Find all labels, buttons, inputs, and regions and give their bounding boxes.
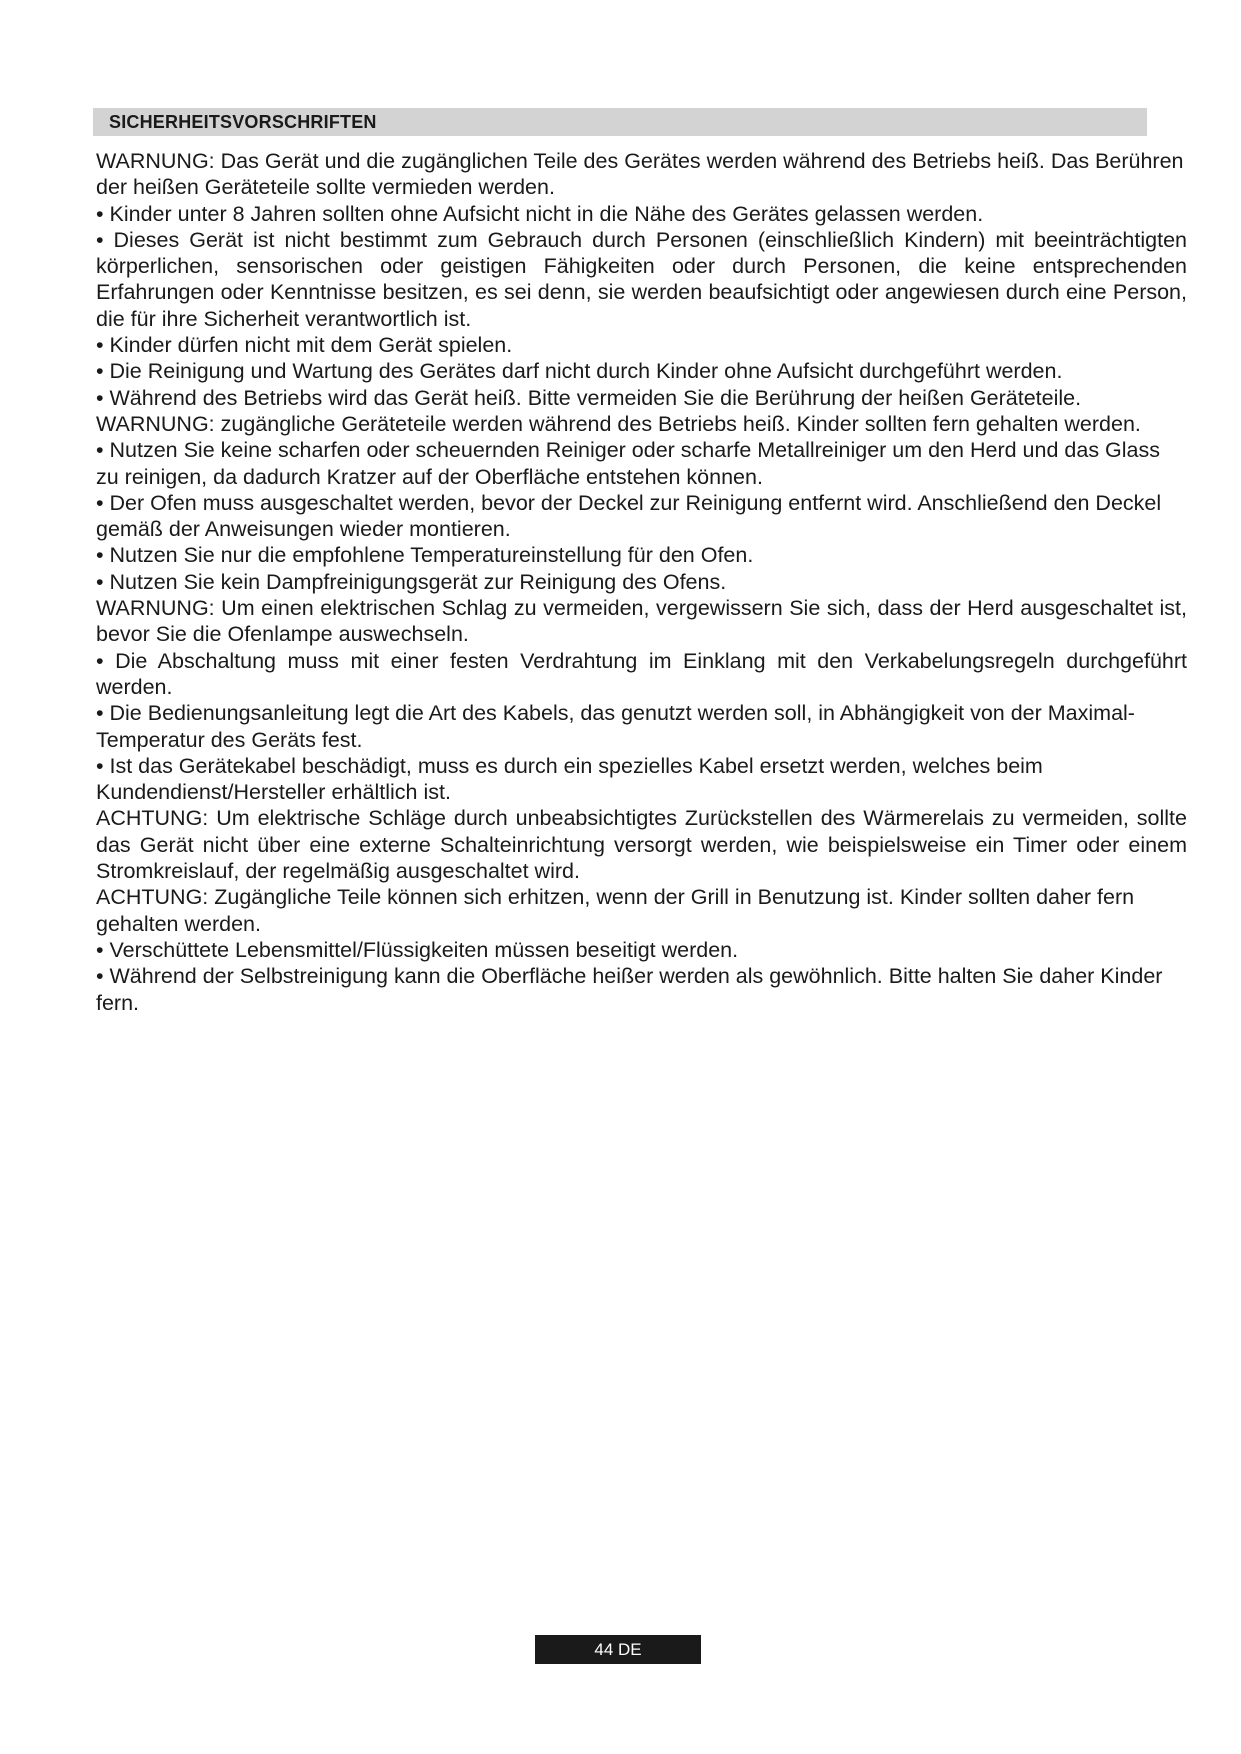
section-title: SICHERHEITSVORSCHRIFTEN <box>93 108 1147 136</box>
instruction-no-steam-cleaner: • Nutzen Sie kein Dampfreinigungsgerät zur Reinigung des Ofens. <box>96 569 727 594</box>
instruction-cable-type: • Die Bedienungsanleitung legt die Art des Kabels, das genutzt werden soll, in Abhängigkeit von der Maximal-Temperatur des Geräts fest. <box>96 701 1135 752</box>
instruction-switch-off-lid: • Der Ofen muss ausgeschaltet werden, bevor der Deckel zur Reinigung entfernt wird. Anschließend den Deckel gemäß der Anweisungen wieder montieren. <box>96 490 1162 542</box>
page-number: 44 DE <box>535 1635 701 1664</box>
instruction-remove-spills: • Verschüttete Lebensmittel/Flüssigkeiten müssen beseitigt werden. <box>96 937 739 962</box>
warning-electric-shock-lamp: WARNUNG: Um einen elektrischen Schlag zu vermeiden, vergewissern Sie sich, dass der Herd ausgeschaltet ist, bevor Sie die Ofenlampe auswechseln. <box>96 596 1187 647</box>
instruction-children-under-8: • Kinder unter 8 Jahren sollten ohne Aufsicht nicht in die Nähe des Gerätes gelassen werden. <box>96 201 984 226</box>
instruction-damaged-cable: • Ist das Gerätekabel beschädigt, muss es durch ein spezielles Kabel ersetzt werden, welches beim Kundendienst/Hersteller erhältlich ist. <box>96 753 1043 805</box>
caution-grill-hot: ACHTUNG: Zugängliche Teile können sich erhitzen, wenn der Grill in Benutzung ist. Kinder sollten daher fern gehalten werden. <box>96 885 1135 936</box>
instruction-no-play: • Kinder dürfen nicht mit dem Gerät spielen. <box>96 333 513 358</box>
instruction-self-cleaning: • Während der Selbstreinigung kann die Oberfläche heißer werden als gewöhnlich. Bitte halten Sie daher Kinder fern. <box>96 964 1163 1015</box>
safety-instructions-text <box>96 148 1187 1016</box>
instruction-cleaning-maintenance: • Die Reinigung und Wartung des Gerätes darf nicht durch Kinder ohne Aufsicht durchgeführt werden. <box>96 359 1063 384</box>
instruction-recommended-temperature: • Nutzen Sie nur die empfohlene Temperatureinstellung für den Ofen. <box>96 543 754 568</box>
instruction-no-abrasive-cleaners: • Nutzen Sie keine scharfen oder scheuernden Reiniger oder scharfe Metallreiniger um den Herd und das Glass zu reinigen, da dadurch Kratzer auf der Oberfläche entstehen können. <box>96 438 1160 489</box>
instruction-restricted-persons: • Dieses Gerät ist nicht bestimmt zum Gebrauch durch Personen (einschließlich Kindern) mit beeinträchtigten körperlichen, sensorischen oder geistigen Fähigkeiten oder durch Personen, die keine entsprechenden Erfahrungen oder Kenntnisse besitzen, es sei denn, sie werden beaufsichtigt oder angewiesen durch eine Person, die für ihre Sicherheit verantwortlich ist. <box>96 227 1187 331</box>
instruction-device-hot: • Während des Betriebs wird das Gerät heiß. Bitte vermeiden Sie die Berührung der heißen Geräteteile. <box>96 385 1082 410</box>
caution-thermal-relay: ACHTUNG: Um elektrische Schläge durch unbeabsichtigtes Zurückstellen des Wärmerelais zu vermeiden, sollte das Gerät nicht über eine externe Schalteinrichtung versorgt werden, wie beispielsweise ein Timer oder einem Stromkreislauf, der regelmäßig ausgeschaltet wird. <box>96 806 1187 884</box>
warning-accessible-parts: WARNUNG: zugängliche Geräteteile werden während des Betriebs heiß. Kinder sollten fern gehalten werden. <box>96 411 1141 436</box>
instruction-fixed-wiring: • Die Abschaltung muss mit einer festen Verdrahtung im Einklang mit den Verkabelungsregeln durchgeführt werden. <box>96 648 1187 699</box>
warning-hot-parts: WARNUNG: Das Gerät und die zugänglichen Teile des Gerätes werden während des Betriebs heiß. Das Berühren der heißen Geräteteile sollte vermieden werden. <box>96 149 1184 200</box>
